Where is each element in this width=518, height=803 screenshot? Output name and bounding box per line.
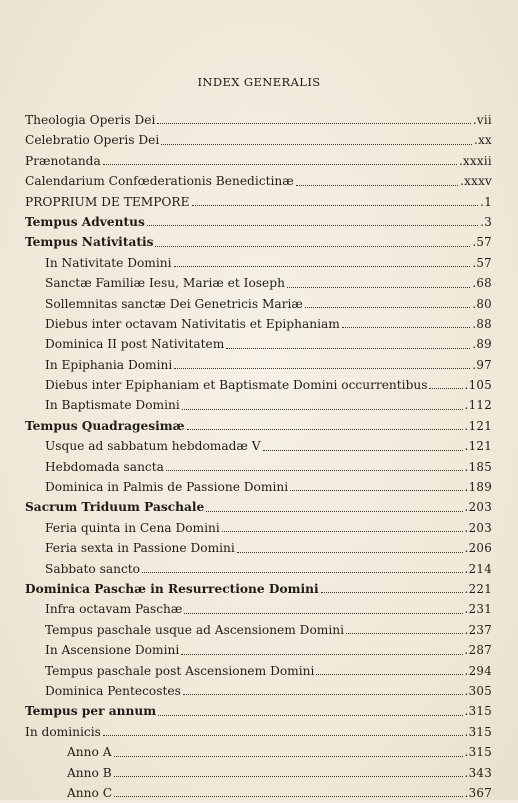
toc-entry-label: Infra octavam Paschæ xyxy=(45,602,183,617)
toc-entry xyxy=(25,232,492,252)
toc-entry-label: Tempus Nativitatis xyxy=(25,235,154,250)
toc-entry xyxy=(25,722,492,742)
dot-leader xyxy=(206,510,462,512)
toc-entry-label: Anno A xyxy=(67,745,112,760)
toc-entry xyxy=(25,314,492,334)
dot-leader xyxy=(222,530,463,532)
toc-entry-page: .315 xyxy=(464,745,492,760)
toc-entry-page: .3 xyxy=(480,214,492,229)
toc-entry xyxy=(25,355,492,375)
toc-entry-label: Prænotanda xyxy=(25,153,101,168)
toc-entry-label: Sabbato sancto xyxy=(45,561,141,576)
toc-entry-label: Diebus inter Epiphaniam et Baptismate Domini occurrentibus xyxy=(45,378,428,393)
dot-leader xyxy=(296,184,458,186)
dot-leader xyxy=(103,734,463,736)
dot-leader xyxy=(103,163,457,165)
dot-leader xyxy=(237,551,463,553)
dot-leader xyxy=(114,775,463,777)
toc-entry xyxy=(25,294,492,314)
toc-entry xyxy=(25,212,492,232)
toc-entry-page: .57 xyxy=(472,235,492,250)
toc-entry-label: Celebratio Operis Dei xyxy=(25,133,160,148)
toc-entry-label: Sollemnitas sanctæ Dei Genetricis Mariæ xyxy=(45,296,303,311)
toc-entry xyxy=(25,457,492,477)
toc-entry-label: In Nativitate Domini xyxy=(45,255,172,270)
toc-entry-label: In Epiphania Domini xyxy=(45,357,173,372)
toc-entry xyxy=(25,620,492,640)
toc-entry-page: .112 xyxy=(464,398,492,413)
dot-leader xyxy=(305,306,470,308)
toc-entry xyxy=(25,763,492,783)
toc-entry-label: Dominica in Palmis de Passione Domini xyxy=(45,480,289,495)
dot-leader xyxy=(342,326,471,328)
toc-entry xyxy=(25,518,492,538)
toc-entry xyxy=(25,681,492,701)
dot-leader xyxy=(155,245,470,247)
toc-entry-page: .367 xyxy=(464,785,492,800)
toc-entry-page: .287 xyxy=(464,643,492,658)
toc-entry-label: Theologia Operis Dei xyxy=(25,113,156,127)
dot-leader xyxy=(287,286,470,288)
toc-entry-page: .189 xyxy=(464,480,492,495)
toc-entry xyxy=(25,151,492,171)
toc-entry xyxy=(25,171,492,191)
toc-entry xyxy=(25,334,492,354)
toc-entry-label: Dominica Paschæ in Resurrectione Domini xyxy=(25,581,319,596)
toc-entry-label: Tempus paschale post Ascensionem Domini xyxy=(45,663,315,678)
toc-entry xyxy=(25,742,492,762)
toc-entry-page: .vii xyxy=(472,113,492,127)
dot-leader xyxy=(147,224,478,226)
dot-leader xyxy=(174,367,470,369)
toc-entry-page: .231 xyxy=(464,602,492,617)
table-of-contents xyxy=(25,110,492,803)
toc-entry xyxy=(25,110,492,130)
toc-entry-page: .97 xyxy=(472,357,492,372)
toc-entry-label: Usque ad sabbatum hebdomadæ V xyxy=(45,439,261,454)
toc-entry-page: .xx xyxy=(474,133,492,148)
toc-entry-label: Tempus Adventus xyxy=(25,214,145,229)
toc-entry-page: .305 xyxy=(464,683,492,698)
dot-leader xyxy=(181,653,462,655)
toc-entry-label: Dominica Pentecostes xyxy=(45,683,181,698)
dot-leader xyxy=(174,265,471,267)
toc-entry-label: Sacrum Triduum Paschale xyxy=(25,500,205,515)
dot-leader xyxy=(321,591,463,593)
dot-leader xyxy=(166,469,463,471)
toc-entry xyxy=(25,497,492,517)
toc-entry-page: .89 xyxy=(472,337,492,352)
toc-entry-label: In Baptismate Domini xyxy=(45,398,180,413)
toc-entry-page: .105 xyxy=(464,378,492,393)
toc-entry-page: .203 xyxy=(464,500,492,515)
dot-leader xyxy=(142,571,463,573)
toc-entry xyxy=(25,599,492,619)
dot-leader xyxy=(187,428,463,430)
toc-entry-page: .1 xyxy=(480,194,492,209)
dot-leader xyxy=(182,408,463,410)
toc-entry-page: .237 xyxy=(464,622,492,637)
toc-entry xyxy=(25,436,492,456)
toc-entry-label: Tempus Quadragesimæ xyxy=(25,418,185,433)
toc-entry xyxy=(25,701,492,721)
dot-leader xyxy=(114,795,462,797)
toc-entry-page: .315 xyxy=(464,704,492,719)
dot-leader xyxy=(114,755,463,757)
toc-entry-page: .80 xyxy=(472,296,492,311)
toc-entry-label: Dominica II post Nativitatem xyxy=(45,337,225,352)
toc-entry-label: PROPRIUM DE TEMPORE xyxy=(25,194,190,209)
toc-entry-page: .294 xyxy=(464,663,492,678)
dot-leader xyxy=(157,122,470,124)
toc-entry-label: Tempus paschale usque ad Ascensionem Domini xyxy=(45,622,344,637)
toc-entry-page: .xxxv xyxy=(460,174,492,189)
toc-entry-label: Calendarium Confœderationis Benedictinæ xyxy=(25,174,294,189)
toc-entry xyxy=(25,538,492,558)
dot-leader xyxy=(316,673,462,675)
toc-entry xyxy=(25,375,492,395)
dot-leader xyxy=(263,449,463,451)
toc-entry-label: In dominicis xyxy=(25,724,101,739)
toc-entry-page: .57 xyxy=(472,255,492,270)
toc-entry-label: Anno B xyxy=(67,765,112,780)
toc-entry-page: .315 xyxy=(464,724,492,739)
toc-entry-page: .185 xyxy=(464,459,492,474)
toc-entry xyxy=(25,253,492,273)
toc-entry-page: .88 xyxy=(472,316,492,331)
toc-entry-page: .203 xyxy=(464,520,492,535)
dot-leader xyxy=(226,347,470,349)
toc-entry xyxy=(25,130,492,150)
toc-entry xyxy=(25,477,492,497)
toc-entry-label: Feria sexta in Passione Domini xyxy=(45,541,235,556)
toc-entry-page: .343 xyxy=(464,765,492,780)
toc-entry-label: Feria quinta in Cena Domini xyxy=(45,520,220,535)
toc-entry xyxy=(25,192,492,212)
dot-leader xyxy=(161,143,472,145)
toc-entry xyxy=(25,640,492,660)
dot-leader xyxy=(184,612,462,614)
toc-entry-page: .121 xyxy=(464,439,492,454)
toc-entry xyxy=(25,416,492,436)
toc-entry-label: Sanctæ Familiæ Iesu, Mariæ et Ioseph xyxy=(45,276,285,291)
toc-entry-page: .206 xyxy=(464,541,492,556)
dot-leader xyxy=(183,693,463,695)
toc-entry xyxy=(25,579,492,599)
toc-entry-page: .xxxii xyxy=(458,153,492,168)
toc-entry xyxy=(25,273,492,293)
page-title: INDEX GENERALIS xyxy=(197,75,321,89)
dot-leader xyxy=(429,387,462,389)
toc-entry-page: .214 xyxy=(464,561,492,576)
dot-leader xyxy=(346,632,463,634)
toc-entry xyxy=(25,395,492,415)
toc-entry-label: Hebdomada sancta xyxy=(45,459,164,474)
toc-entry-page: .68 xyxy=(472,276,492,291)
toc-entry-label: Anno C xyxy=(67,785,113,800)
toc-entry-label: In Ascensione Domini xyxy=(45,643,180,658)
toc-entry xyxy=(25,559,492,579)
toc-entry-label: Diebus inter octavam Nativitatis et Epiphaniam xyxy=(45,316,340,331)
toc-entry xyxy=(25,661,492,681)
dot-leader xyxy=(290,489,462,491)
toc-entry-label: Tempus per annum xyxy=(25,704,157,719)
dot-leader xyxy=(192,204,479,206)
toc-entry-page: .121 xyxy=(464,418,492,433)
dot-leader xyxy=(158,714,462,716)
toc-entry-page: .221 xyxy=(464,581,492,596)
